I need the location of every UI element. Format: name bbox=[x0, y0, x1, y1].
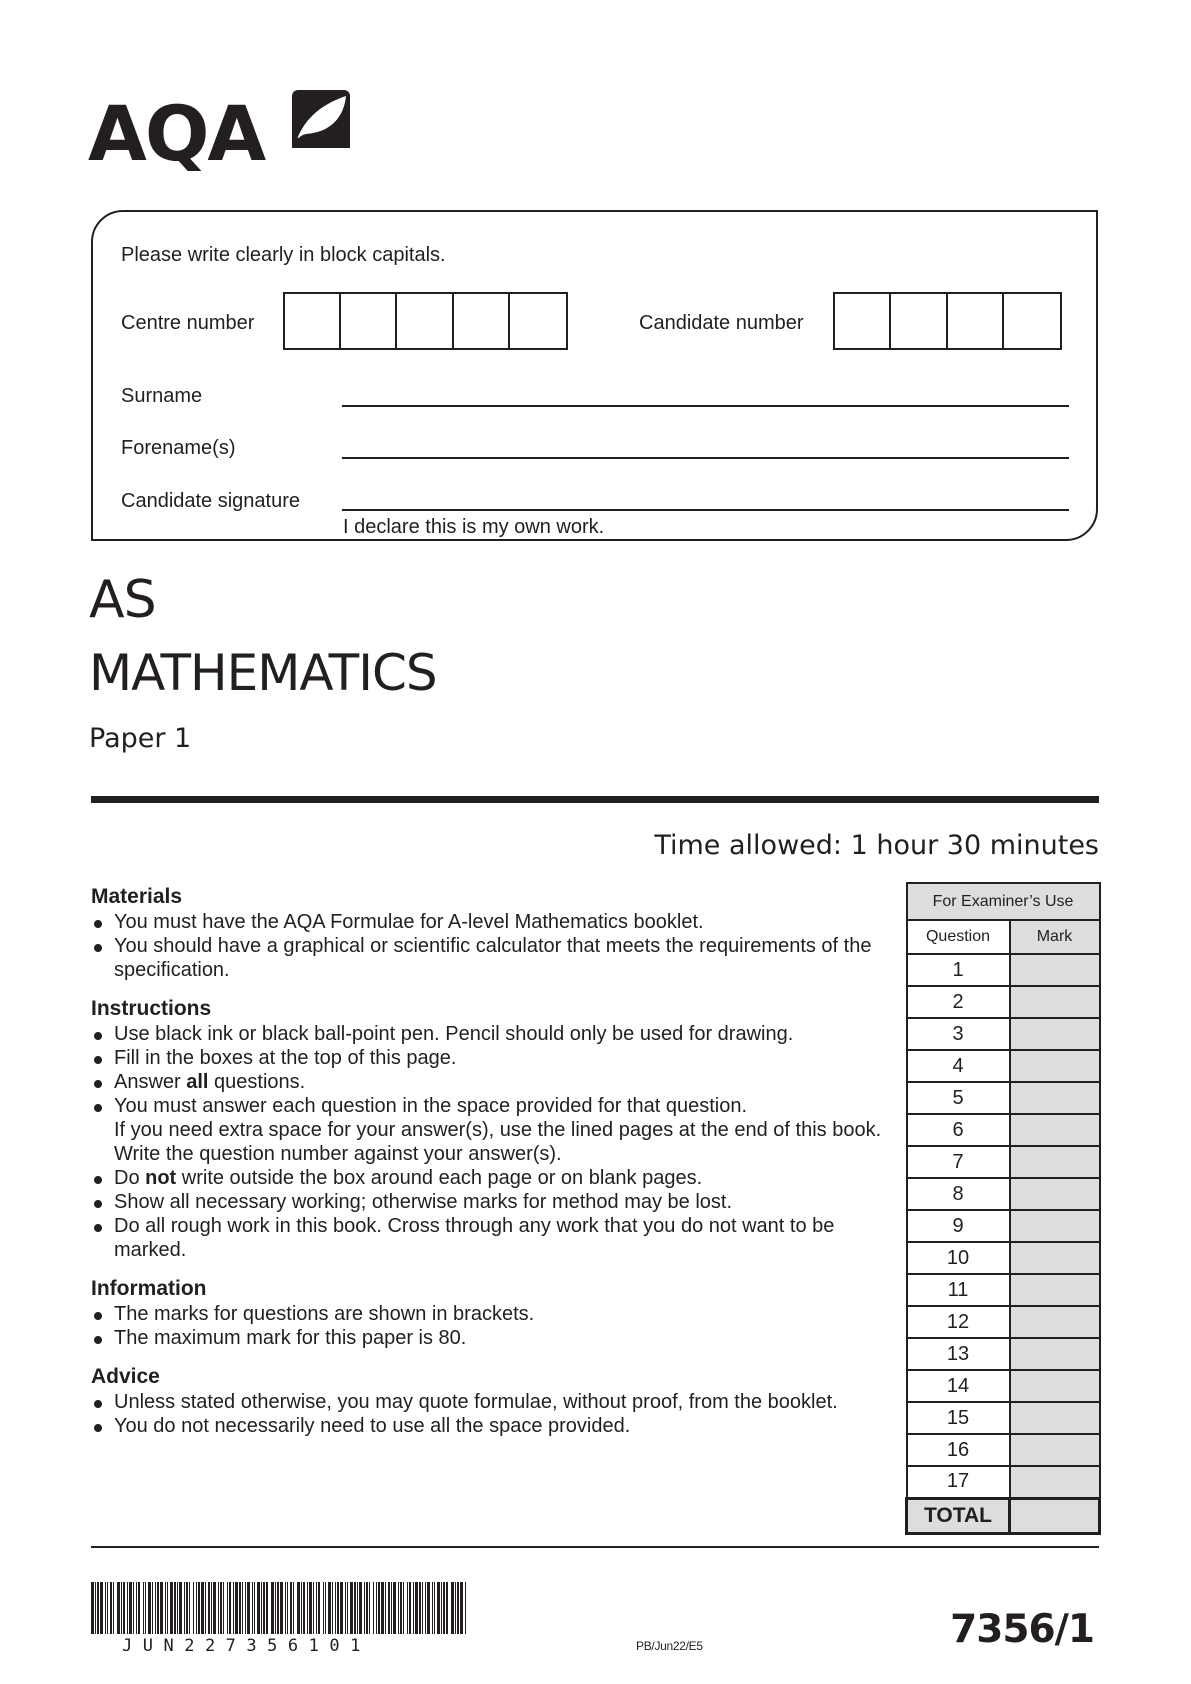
reference-code: PB/Jun22/E5 bbox=[636, 1639, 703, 1653]
question-number: 6 bbox=[907, 1114, 1010, 1146]
candidate-number-digit-box[interactable] bbox=[835, 294, 891, 348]
mark-cell bbox=[1010, 1402, 1100, 1434]
question-number: 13 bbox=[907, 1338, 1010, 1370]
forenames-input-line[interactable] bbox=[342, 457, 1069, 459]
leaf-icon bbox=[292, 90, 350, 148]
declaration-text: I declare this is my own work. bbox=[343, 516, 605, 538]
time-allowed: Time allowed: 1 hour 30 minutes bbox=[654, 830, 1099, 861]
centre-number-input[interactable] bbox=[283, 292, 568, 350]
materials-heading: Materials bbox=[91, 885, 183, 908]
question-number: 15 bbox=[907, 1402, 1010, 1434]
total-label: TOTAL bbox=[907, 1498, 1010, 1533]
list-item: Answer all questions. bbox=[91, 1070, 891, 1094]
list-item: Do all rough work in this book. Cross through any work that you do not want to be marked. bbox=[91, 1214, 891, 1262]
signature-input-line[interactable] bbox=[342, 509, 1069, 511]
instructions-list bbox=[91, 1022, 891, 1262]
mark-cell bbox=[1010, 1210, 1100, 1242]
question-number: 4 bbox=[907, 1050, 1010, 1082]
mark-cell bbox=[1010, 1242, 1100, 1274]
candidate-number-input[interactable] bbox=[833, 292, 1062, 350]
list-item: Unless stated otherwise, you may quote formulae, without proof, from the booklet. bbox=[91, 1390, 891, 1414]
mark-cell bbox=[1010, 1018, 1100, 1050]
information-heading: Information bbox=[91, 1277, 207, 1300]
question-number: 9 bbox=[907, 1210, 1010, 1242]
mark-cell bbox=[1010, 1434, 1100, 1466]
surname-label: Surname bbox=[121, 385, 203, 407]
advice-list bbox=[91, 1390, 891, 1438]
mark-cell bbox=[1010, 1178, 1100, 1210]
mark-cell bbox=[1010, 986, 1100, 1018]
mark-cell bbox=[1010, 1146, 1100, 1178]
centre-number-digit-box[interactable] bbox=[397, 294, 453, 348]
forenames-label: Forename(s) bbox=[121, 437, 236, 459]
centre-number-label: Centre number bbox=[121, 312, 255, 334]
examiner-table-title: For Examiner’s Use bbox=[907, 883, 1100, 920]
question-number: 14 bbox=[907, 1370, 1010, 1402]
mark-cell bbox=[1010, 1370, 1100, 1402]
question-number: 11 bbox=[907, 1274, 1010, 1306]
examiner-use-table bbox=[905, 882, 1101, 1535]
subject-title: MATHEMATICS bbox=[89, 644, 437, 702]
question-number: 12 bbox=[907, 1306, 1010, 1338]
centre-number-digit-box[interactable] bbox=[341, 294, 397, 348]
question-number: 17 bbox=[907, 1466, 1010, 1498]
question-number: 10 bbox=[907, 1242, 1010, 1274]
mark-cell bbox=[1010, 1082, 1100, 1114]
list-item: The marks for questions are shown in brackets. bbox=[91, 1302, 891, 1326]
mark-cell bbox=[1010, 1306, 1100, 1338]
mark-column-header: Mark bbox=[1010, 920, 1100, 954]
list-item: Show all necessary working; otherwise marks for method may be lost. bbox=[91, 1190, 891, 1214]
mark-cell bbox=[1010, 1114, 1100, 1146]
question-number: 8 bbox=[907, 1178, 1010, 1210]
candidate-number-digit-box[interactable] bbox=[891, 294, 947, 348]
centre-number-digit-box[interactable] bbox=[454, 294, 510, 348]
candidate-number-digit-box[interactable] bbox=[1004, 294, 1060, 348]
signature-label: Candidate signature bbox=[121, 490, 301, 512]
list-item: You should have a graphical or scientific calculator that meets the requirements of the specification. bbox=[91, 934, 891, 982]
list-item: You must answer each question in the space provided for that question. If you need extra space for your answer(s), use the lined pages at the end of this book. Write the question number against your answer(s). bbox=[91, 1094, 891, 1166]
question-number: 16 bbox=[907, 1434, 1010, 1466]
question-column-header: Question bbox=[907, 920, 1010, 954]
list-item: Fill in the boxes at the top of this page. bbox=[91, 1046, 891, 1070]
instructions-panel bbox=[91, 884, 891, 1452]
list-item: Use black ink or black ball-point pen. Pencil should only be used for drawing. bbox=[91, 1022, 891, 1046]
centre-number-digit-box[interactable] bbox=[510, 294, 566, 348]
question-number: 1 bbox=[907, 954, 1010, 986]
aqa-logo-text: AQA bbox=[88, 89, 265, 178]
mark-cell bbox=[1010, 1050, 1100, 1082]
question-number: 2 bbox=[907, 986, 1010, 1018]
mark-cell bbox=[1010, 1466, 1100, 1498]
paper-code: 7356/1 bbox=[950, 1607, 1094, 1652]
surname-input-line[interactable] bbox=[342, 405, 1069, 407]
materials-list bbox=[91, 910, 891, 982]
qualification-level: AS bbox=[89, 570, 156, 630]
list-item: You must have the AQA Formulae for A-level Mathematics booklet. bbox=[91, 910, 891, 934]
barcode-text: JUN227356101 bbox=[122, 1636, 371, 1656]
question-number: 5 bbox=[907, 1082, 1010, 1114]
mark-cell bbox=[1010, 954, 1100, 986]
candidate-number-digit-box[interactable] bbox=[948, 294, 1004, 348]
candidate-number-label: Candidate number bbox=[639, 312, 804, 334]
question-number: 3 bbox=[907, 1018, 1010, 1050]
barcode bbox=[91, 1582, 471, 1634]
paper-number: Paper 1 bbox=[89, 723, 192, 754]
instructions-heading: Instructions bbox=[91, 997, 212, 1020]
advice-heading: Advice bbox=[91, 1365, 160, 1388]
mark-cell bbox=[1010, 1274, 1100, 1306]
list-item: The maximum mark for this paper is 80. bbox=[91, 1326, 891, 1350]
list-item: Do not write outside the box around each page or on blank pages. bbox=[91, 1166, 891, 1190]
footer-divider bbox=[91, 1546, 1099, 1548]
mark-cell bbox=[1010, 1338, 1100, 1370]
centre-number-digit-box[interactable] bbox=[285, 294, 341, 348]
divider bbox=[91, 796, 1099, 803]
list-item: You do not necessarily need to use all the space provided. bbox=[91, 1414, 891, 1438]
information-list bbox=[91, 1302, 891, 1350]
block-capitals-instruction: Please write clearly in block capitals. bbox=[121, 244, 446, 266]
question-number: 7 bbox=[907, 1146, 1010, 1178]
total-mark-cell bbox=[1010, 1498, 1100, 1533]
